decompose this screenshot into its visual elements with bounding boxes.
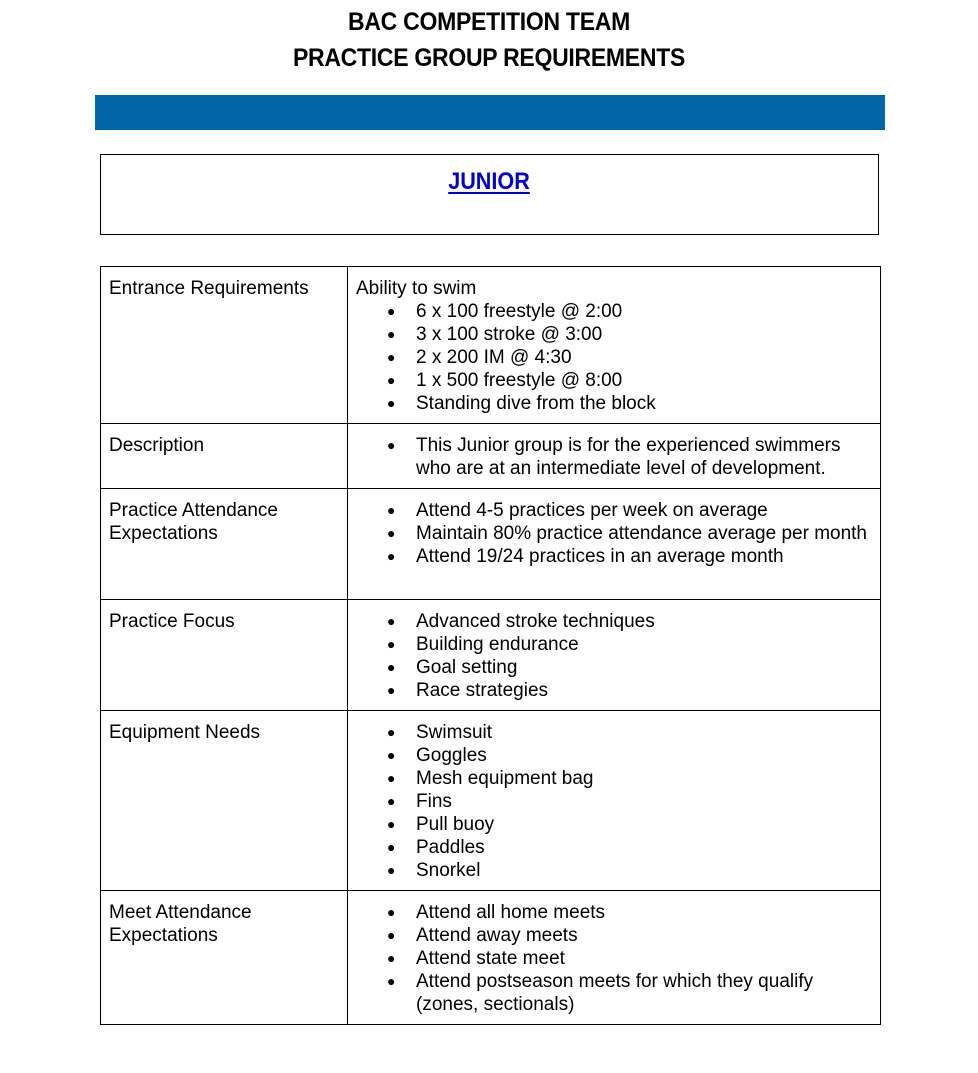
row-label: Description xyxy=(101,424,348,489)
table-row-equipment-needs xyxy=(101,711,881,891)
list-item: ● Attend postseason meets for which they qualify (zones, sectionals) xyxy=(356,970,872,1016)
list-item: ● Pull buoy xyxy=(356,813,872,836)
list-item: ● Attend away meets xyxy=(356,924,872,947)
row-label: Meet Attendance Expectations xyxy=(101,891,348,1025)
list-item: ● 6 x 100 freestyle @ 2:00 xyxy=(356,300,872,323)
list-item: ● Maintain 80% practice attendance average per month xyxy=(356,522,872,545)
list-item: ● Mesh equipment bag xyxy=(356,767,872,790)
list-item: ● Snorkel xyxy=(356,859,872,882)
entrance-intro: Ability to swim xyxy=(356,278,477,299)
document-subtitle: PRACTICE GROUP REQUIREMENTS xyxy=(292,44,686,72)
list-item: ● 1 x 500 freestyle @ 8:00 xyxy=(356,369,872,392)
group-name-heading: JUNIOR xyxy=(448,168,530,195)
list-item: ● 3 x 100 stroke @ 3:00 xyxy=(356,323,872,346)
row-content xyxy=(348,891,881,1025)
list-item: ● Attend state meet xyxy=(356,947,872,970)
row-content xyxy=(348,489,881,600)
bullet-list xyxy=(356,300,872,415)
bullet-list xyxy=(356,721,872,882)
bullet-list xyxy=(356,610,872,702)
row-label: Equipment Needs xyxy=(101,711,348,891)
list-item: ● Attend 19/24 practices in an average month xyxy=(356,545,872,568)
table-row-description xyxy=(101,424,881,489)
bullet-list xyxy=(356,499,872,568)
list-item: ● Swimsuit xyxy=(356,721,872,744)
list-item: ● Fins xyxy=(356,790,872,813)
list-item: ● Building endurance xyxy=(356,633,872,656)
row-content xyxy=(348,267,881,424)
list-item: ● Attend all home meets xyxy=(356,901,872,924)
row-content xyxy=(348,711,881,891)
table-row-entrance-requirements xyxy=(101,267,881,424)
list-item: ● Goggles xyxy=(356,744,872,767)
row-content xyxy=(348,600,881,711)
row-label: Entrance Requirements xyxy=(101,267,348,424)
list-item: ● Standing dive from the block xyxy=(356,392,872,415)
row-content xyxy=(348,424,881,489)
header-color-bar xyxy=(95,95,885,130)
bullet-list xyxy=(356,901,872,1016)
requirements-table xyxy=(100,266,881,1025)
bullet-list xyxy=(356,434,872,480)
table-row-practice-attendance xyxy=(101,489,881,600)
document-title: BAC COMPETITION TEAM xyxy=(348,8,630,36)
list-item: ● Goal setting xyxy=(356,656,872,679)
table-row-practice-focus xyxy=(101,600,881,711)
list-item: ● This Junior group is for the experienced swimmers who are at an intermediate level of development. xyxy=(356,434,872,480)
row-label: Practice Attendance Expectations xyxy=(101,489,348,600)
row-label: Practice Focus xyxy=(101,600,348,711)
list-item: ● Race strategies xyxy=(356,679,872,702)
list-item: ● Paddles xyxy=(356,836,872,859)
list-item: ● 2 x 200 IM @ 4:30 xyxy=(356,346,872,369)
list-item: ● Advanced stroke techniques xyxy=(356,610,872,633)
table-row-meet-attendance xyxy=(101,891,881,1025)
list-item: ● Attend 4-5 practices per week on average xyxy=(356,499,872,522)
